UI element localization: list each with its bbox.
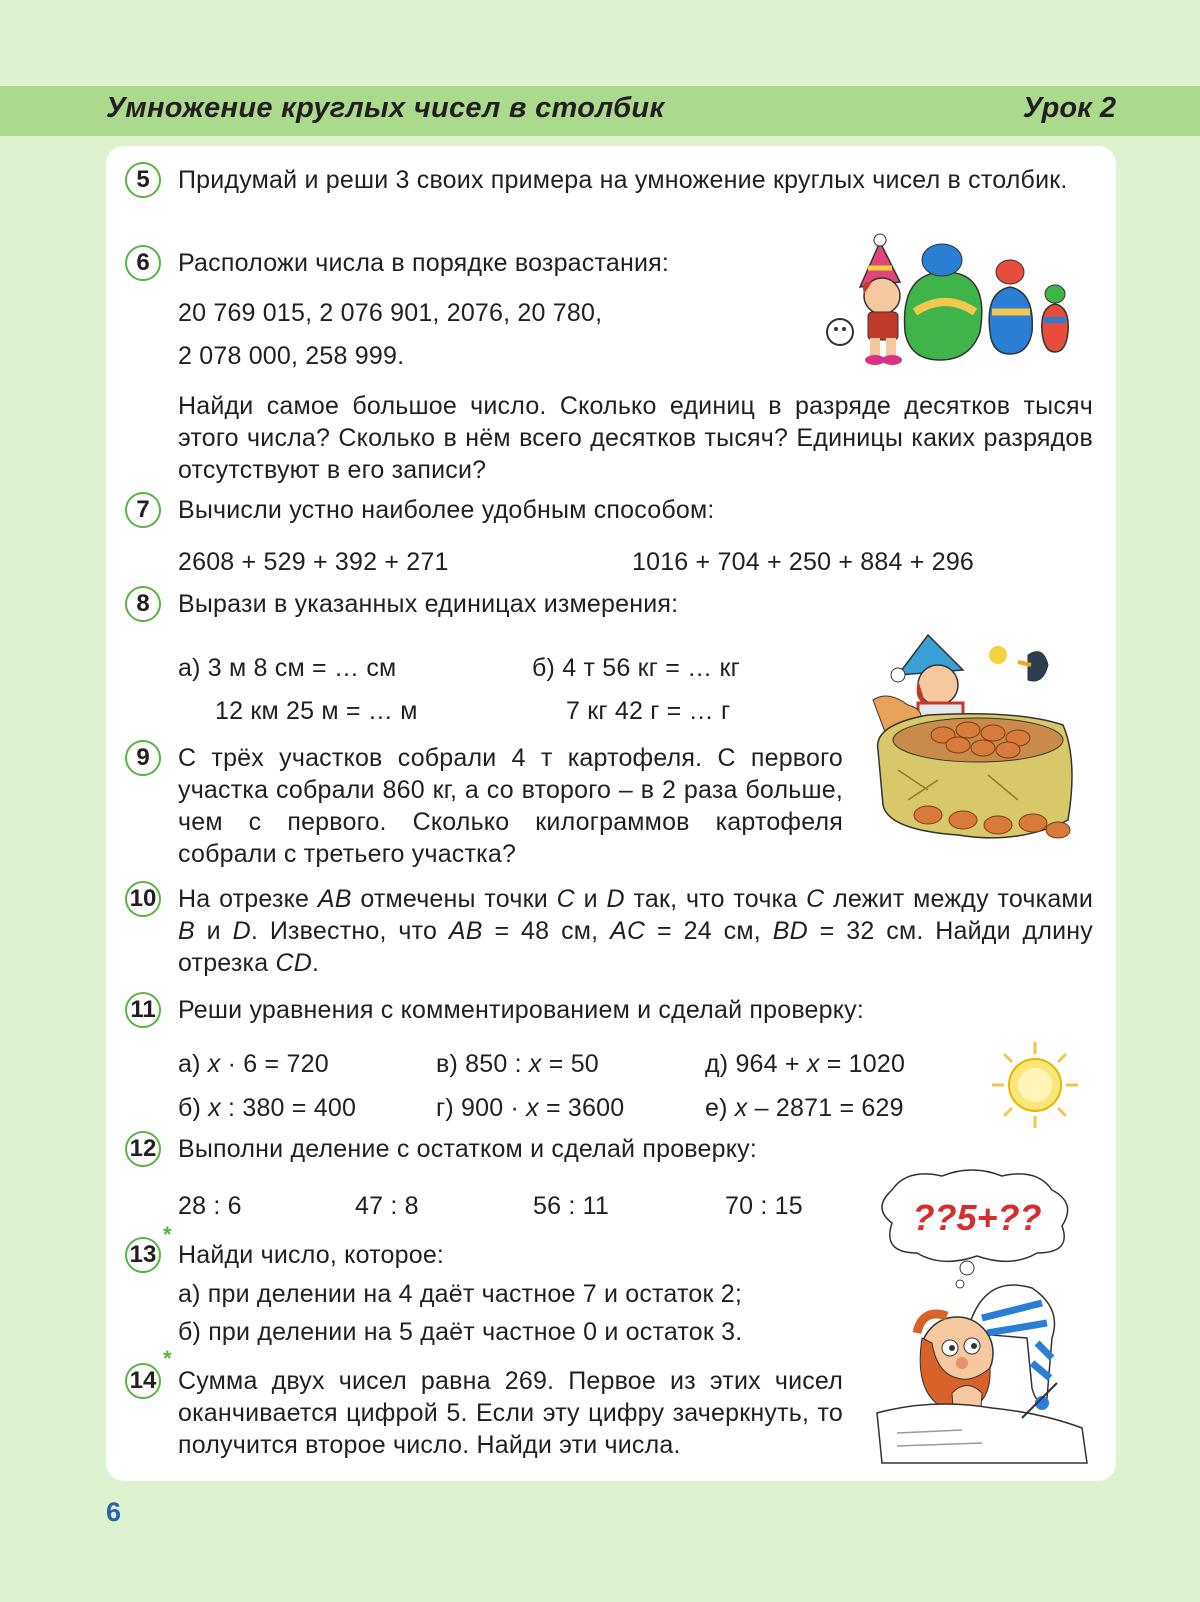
- task-11-eq-d: д) 964 + x = 1020: [705, 1050, 906, 1078]
- task-12-div2: 47 : 8: [355, 1192, 419, 1220]
- task-13-b: б) при делении на 5 даёт частное 0 и остаток 3.: [178, 1318, 743, 1346]
- thinking-gnome-illustration: [872, 1168, 1097, 1468]
- page-title: Умножение круглых чисел в столбик: [106, 92, 665, 124]
- sun-illustration: [990, 1040, 1080, 1130]
- task-10-text: На отрезке AB отмечены точки C и D так, что точка C лежит между точками B и D. Известно, что AB = 48 см, AC = 24 см, BD = 32 см. Найди длину отрезка CD.: [178, 885, 1094, 977]
- task-5-text: Придумай и реши 3 своих примера на умножение круглых чисел в столбик.: [178, 166, 1068, 194]
- task-14-text: Сумма двух чисел равна 269. Первое из этих чисел оканчивается цифрой 5. Если эту цифру зачеркнуть, то получится второе число. Найди эти числа.: [178, 1367, 843, 1459]
- task-6-numbers-line2: 2 078 000, 258 999.: [178, 342, 405, 370]
- task-8-b2: 7 кг 42 г = … г: [566, 697, 731, 725]
- task-number-10: 10: [125, 881, 161, 917]
- task-number-9: 9: [125, 740, 161, 776]
- task-11-intro: Реши уравнения с комментированием и сделай проверку:: [178, 996, 864, 1024]
- lesson-label: Урок 2: [1022, 92, 1116, 124]
- task-14-star: *: [163, 1346, 172, 1371]
- task-12-div3: 56 : 11: [533, 1192, 609, 1220]
- task-8-b1: б) 4 т 56 кг = … кг: [532, 654, 740, 682]
- page-number: 6: [106, 1497, 122, 1527]
- task-12-div1: 28 : 6: [178, 1192, 242, 1220]
- task-number-11: 11: [125, 992, 161, 1028]
- gnome-matryoshka-illustration: [820, 232, 1090, 372]
- task-number-14: 14: [125, 1363, 161, 1399]
- gnome-potatoes-illustration: [868, 630, 1088, 850]
- task-7-expr2: 1016 + 704 + 250 + 884 + 296: [632, 548, 975, 576]
- task-7-intro: Вычисли устно наиболее удобным способом:: [178, 496, 715, 524]
- task-9-text: С трёх участков собрали 4 т картофеля. С первого участка собрали 860 кг, а со второго – в 2 раза больше, чем с первого. Сколько килограммов картофеля собрали с третьего участка?: [178, 744, 843, 868]
- task-number-6: 6: [125, 245, 161, 281]
- task-13-a: а) при делении на 4 даёт частное 7 и остаток 2;: [178, 1280, 742, 1308]
- task-number-8: 8: [125, 586, 161, 622]
- task-12-intro: Выполни деление с остатком и сделай проверку:: [178, 1135, 757, 1163]
- task-6-intro: Расположи числа в порядке возрастания:: [178, 249, 669, 277]
- task-6-numbers-line1: 20 769 015, 2 076 901, 2076, 20 780,: [178, 299, 603, 327]
- task-11-eq-a: а) x · 6 = 720: [178, 1050, 329, 1078]
- task-6-question: Найди самое большое число. Сколько единиц в разряде десятков тысяч этого числа? Сколько в нём всего десятков тысяч? Единицы каких разрядов отсутствуют в его записи?: [178, 392, 1093, 484]
- task-13-star: *: [163, 1222, 172, 1247]
- task-number-5: 5: [125, 162, 161, 198]
- task-number-7: 7: [125, 492, 161, 528]
- task-8-intro: Вырази в указанных единицах измерения:: [178, 590, 679, 618]
- task-number-13: 13: [125, 1237, 161, 1273]
- task-12-div4: 70 : 15: [725, 1192, 803, 1220]
- task-11-eq-g: г) 900 · x = 3600: [436, 1094, 625, 1122]
- task-8-a1: а) 3 м 8 см = … см: [178, 654, 397, 682]
- task-11-eq-v: в) 850 : x = 50: [436, 1050, 599, 1078]
- thought-bubble-text: ??5+??: [912, 1197, 1042, 1238]
- task-11-eq-b: б) x : 380 = 400: [178, 1094, 357, 1122]
- task-7-expr1: 2608 + 529 + 392 + 271: [178, 548, 449, 576]
- task-11-eq-e: е) x – 2871 = 629: [705, 1094, 904, 1122]
- task-number-12: 12: [125, 1131, 161, 1167]
- task-8-a2: 12 км 25 м = … м: [215, 697, 418, 725]
- task-13-intro: Найди число, которое:: [178, 1241, 445, 1269]
